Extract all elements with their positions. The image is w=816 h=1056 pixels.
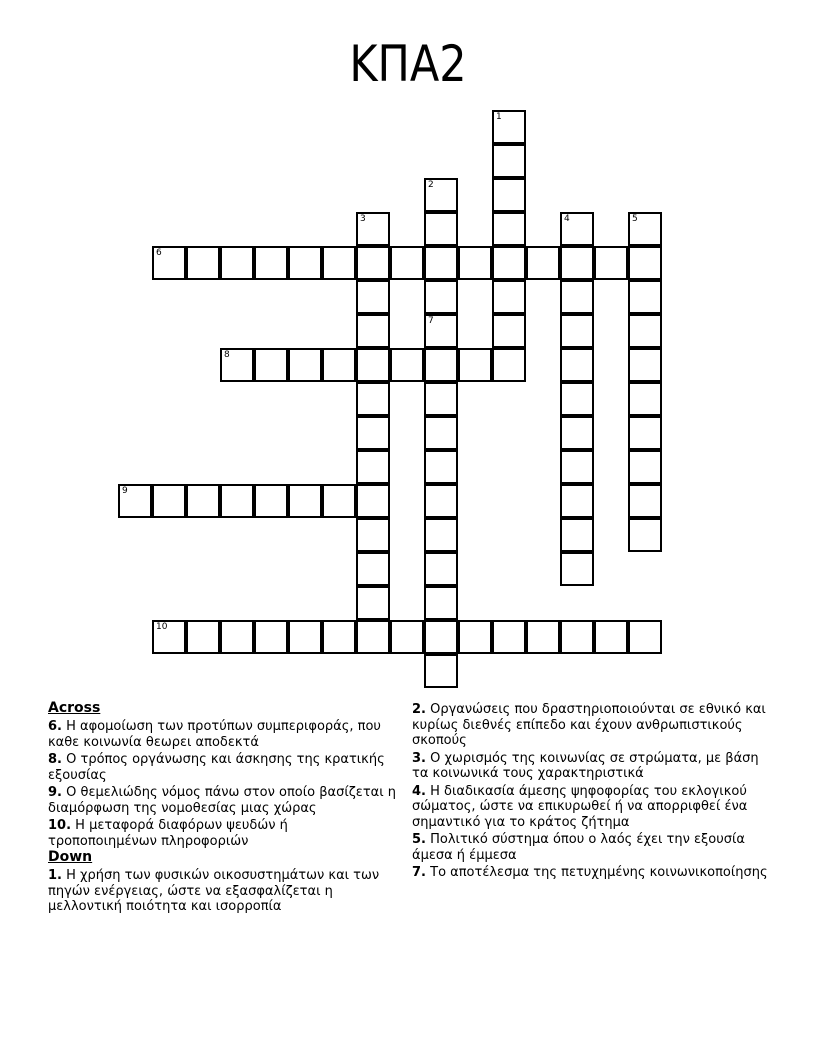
- grid-cell[interactable]: [356, 382, 390, 416]
- grid-cell[interactable]: [424, 178, 458, 212]
- clue-down-1: [48, 868, 398, 915]
- clue-text: Ο θεμελιώδης νόμος πάνω στον οποίο βασίζεται η διαμόρφωση της νομοθεσίας μιας χώρας: [48, 785, 396, 816]
- grid-cell[interactable]: [322, 620, 356, 654]
- grid-cell[interactable]: [424, 246, 458, 280]
- grid-cell[interactable]: [628, 450, 662, 484]
- cell-number: 8: [224, 350, 230, 360]
- grid-cell[interactable]: [560, 450, 594, 484]
- clue-number: 10.: [48, 818, 72, 833]
- grid-cell[interactable]: [560, 552, 594, 586]
- clue-across-9: [48, 785, 398, 816]
- grid-cell[interactable]: [254, 484, 288, 518]
- clue-number: 9.: [48, 785, 62, 800]
- clue-text: Η χρήση των φυσικών οικοσυστημάτων και των πηγών ενέργειας, ώστε να εξασφαλίζεται η μελλοντική ποιότητα και ισορροπία: [48, 868, 380, 914]
- grid-cell[interactable]: [356, 246, 390, 280]
- cell-number: 9: [122, 486, 128, 496]
- grid-cell[interactable]: [628, 348, 662, 382]
- grid-cell[interactable]: [628, 382, 662, 416]
- grid-cell[interactable]: [424, 620, 458, 654]
- cell-number: 10: [156, 622, 168, 632]
- page-title: ΚΠΑ2: [349, 35, 467, 93]
- clue-number: 3.: [412, 750, 426, 766]
- grid-cell[interactable]: [322, 484, 356, 518]
- grid-cell[interactable]: [152, 484, 186, 518]
- grid-cell[interactable]: [254, 246, 288, 280]
- clue-across-6: [48, 719, 398, 750]
- grid-cell[interactable]: [356, 280, 390, 314]
- grid-cell[interactable]: [424, 552, 458, 586]
- clue-number: 8.: [48, 752, 62, 767]
- grid-cell[interactable]: [424, 382, 458, 416]
- grid-cell[interactable]: [356, 212, 390, 246]
- grid-cell[interactable]: [288, 348, 322, 382]
- grid-cell[interactable]: [492, 314, 526, 348]
- grid-cell[interactable]: [594, 620, 628, 654]
- grid-cell[interactable]: [356, 518, 390, 552]
- grid-cell[interactable]: [492, 246, 526, 280]
- grid-cell[interactable]: [628, 620, 662, 654]
- clues-left-column: [48, 700, 398, 915]
- grid-cell[interactable]: [628, 246, 662, 280]
- grid-cell[interactable]: [220, 620, 254, 654]
- grid-cell[interactable]: [492, 110, 526, 144]
- grid-cell[interactable]: [424, 586, 458, 620]
- cell-number: 1: [496, 112, 502, 122]
- grid-cell[interactable]: [356, 416, 390, 450]
- grid-cell[interactable]: [356, 552, 390, 586]
- grid-cell[interactable]: [492, 212, 526, 246]
- grid-cell[interactable]: [152, 246, 186, 280]
- across-heading: Across: [48, 700, 101, 716]
- grid-cell[interactable]: [424, 450, 458, 484]
- clue-text: Η μεταφορά διαφόρων ψευδών ή τροποποιημένων πληροφοριών: [48, 818, 288, 849]
- grid-cell[interactable]: [628, 314, 662, 348]
- clue-text: Η αφομοίωση των προτύπων συμπεριφοράς, που καθε κοινωνία θεωρει αποδεκτά: [48, 719, 381, 750]
- grid-cell[interactable]: [254, 620, 288, 654]
- grid-cell[interactable]: [526, 620, 560, 654]
- grid-cell[interactable]: [560, 314, 594, 348]
- grid-cell[interactable]: [356, 348, 390, 382]
- clue-number: 1.: [48, 868, 62, 883]
- grid-cell[interactable]: [424, 654, 458, 688]
- grid-cell[interactable]: [220, 484, 254, 518]
- grid-cell[interactable]: [356, 450, 390, 484]
- grid-cell[interactable]: [594, 246, 628, 280]
- clue-number: 4.: [412, 783, 426, 799]
- grid-cell[interactable]: [356, 620, 390, 654]
- grid-cell[interactable]: [628, 518, 662, 552]
- grid-cell[interactable]: [560, 484, 594, 518]
- grid-cell[interactable]: [628, 484, 662, 518]
- clue-down-5: [412, 832, 772, 863]
- grid-cell[interactable]: [356, 484, 390, 518]
- clue-down-2: [412, 702, 772, 749]
- grid-cell[interactable]: [322, 348, 356, 382]
- grid-cell[interactable]: [186, 246, 220, 280]
- grid-cell[interactable]: [390, 246, 424, 280]
- cell-number: 6: [156, 248, 162, 258]
- clue-down-7: [412, 865, 772, 881]
- clue-text: Το αποτέλεσμα της πετυχημένης κοινωνικοποίησης: [430, 865, 768, 880]
- grid-cell[interactable]: [458, 246, 492, 280]
- clue-text: Οργανώσεις που δραστηριοποιούνται σε εθνικό και κυρίως διεθνές επίπεδο και έχουν ανθρωπιστικούς σκοπούς: [412, 702, 766, 748]
- grid-cell[interactable]: [186, 620, 220, 654]
- clue-number: 7.: [412, 865, 426, 880]
- grid-cell[interactable]: [288, 620, 322, 654]
- grid-cell[interactable]: [628, 416, 662, 450]
- grid-cell[interactable]: [254, 348, 288, 382]
- clue-across-10: [48, 818, 398, 849]
- grid-cell[interactable]: [390, 620, 424, 654]
- grid-cell[interactable]: [322, 246, 356, 280]
- grid-cell[interactable]: [560, 280, 594, 314]
- grid-cell[interactable]: [424, 314, 458, 348]
- clue-text: Ο τρόπος οργάνωσης και άσκησης της κρατικής εξουσίας: [48, 752, 385, 783]
- grid-cell[interactable]: [492, 144, 526, 178]
- grid-cell[interactable]: [628, 212, 662, 246]
- grid-cell[interactable]: [118, 484, 152, 518]
- grid-cell[interactable]: [424, 280, 458, 314]
- grid-cell[interactable]: [458, 348, 492, 382]
- grid-cell[interactable]: [560, 416, 594, 450]
- grid-cell[interactable]: [356, 314, 390, 348]
- grid-cell[interactable]: [152, 620, 186, 654]
- grid-cell[interactable]: [560, 348, 594, 382]
- clue-number: 5.: [412, 832, 426, 847]
- grid-cell[interactable]: [628, 280, 662, 314]
- grid-cell[interactable]: [186, 484, 220, 518]
- grid-cell[interactable]: [526, 246, 560, 280]
- clue-down-4: [412, 784, 772, 831]
- grid-cell[interactable]: [390, 348, 424, 382]
- clue-text: Η διαδικασία άμεσης ψηφοφορίας του εκλογικού σώματος, ώστε να επικυρωθεί ή να απορριφθεί ένα σημαντικό για το κράτος ζήτημα: [412, 783, 748, 830]
- clues-right-column: [412, 700, 772, 881]
- grid-cell[interactable]: [288, 246, 322, 280]
- clue-text: Πολιτικό σύστημα όπου ο λαός έχει την εξουσία άμεσα ή έμμεσα: [412, 832, 745, 863]
- grid-cell[interactable]: [220, 348, 254, 382]
- clue-number: 2.: [412, 702, 426, 717]
- clue-text: Ο χωρισμός της κοινωνίας σε στρώματα, με βάση τα κοινωνικά τους χαρακτηριστικά: [412, 750, 759, 781]
- down-heading: Down: [48, 849, 93, 865]
- cell-number: 7: [428, 316, 434, 326]
- grid-cell[interactable]: [560, 620, 594, 654]
- grid-cell[interactable]: [458, 620, 492, 654]
- grid-cell[interactable]: [560, 246, 594, 280]
- clue-number: 6.: [48, 719, 62, 734]
- grid-cell[interactable]: [492, 620, 526, 654]
- grid-cell[interactable]: [424, 484, 458, 518]
- grid-cell[interactable]: [424, 518, 458, 552]
- grid-cell[interactable]: [492, 280, 526, 314]
- grid-cell[interactable]: [424, 212, 458, 246]
- grid-cell[interactable]: [560, 382, 594, 416]
- cell-number: 3: [360, 214, 366, 224]
- grid-cell[interactable]: [492, 178, 526, 212]
- grid-cell[interactable]: [424, 416, 458, 450]
- grid-cell[interactable]: [560, 212, 594, 246]
- grid-cell[interactable]: [492, 348, 526, 382]
- grid-cell[interactable]: [356, 586, 390, 620]
- clue-down-3: [412, 751, 772, 782]
- cell-number: 5: [632, 214, 638, 224]
- grid-cell[interactable]: [424, 348, 458, 382]
- grid-cell[interactable]: [288, 484, 322, 518]
- grid-cell[interactable]: [560, 518, 594, 552]
- cell-number: 2: [428, 180, 434, 190]
- cell-number: 4: [564, 214, 570, 224]
- grid-cell[interactable]: [220, 246, 254, 280]
- clue-across-8: [48, 752, 398, 783]
